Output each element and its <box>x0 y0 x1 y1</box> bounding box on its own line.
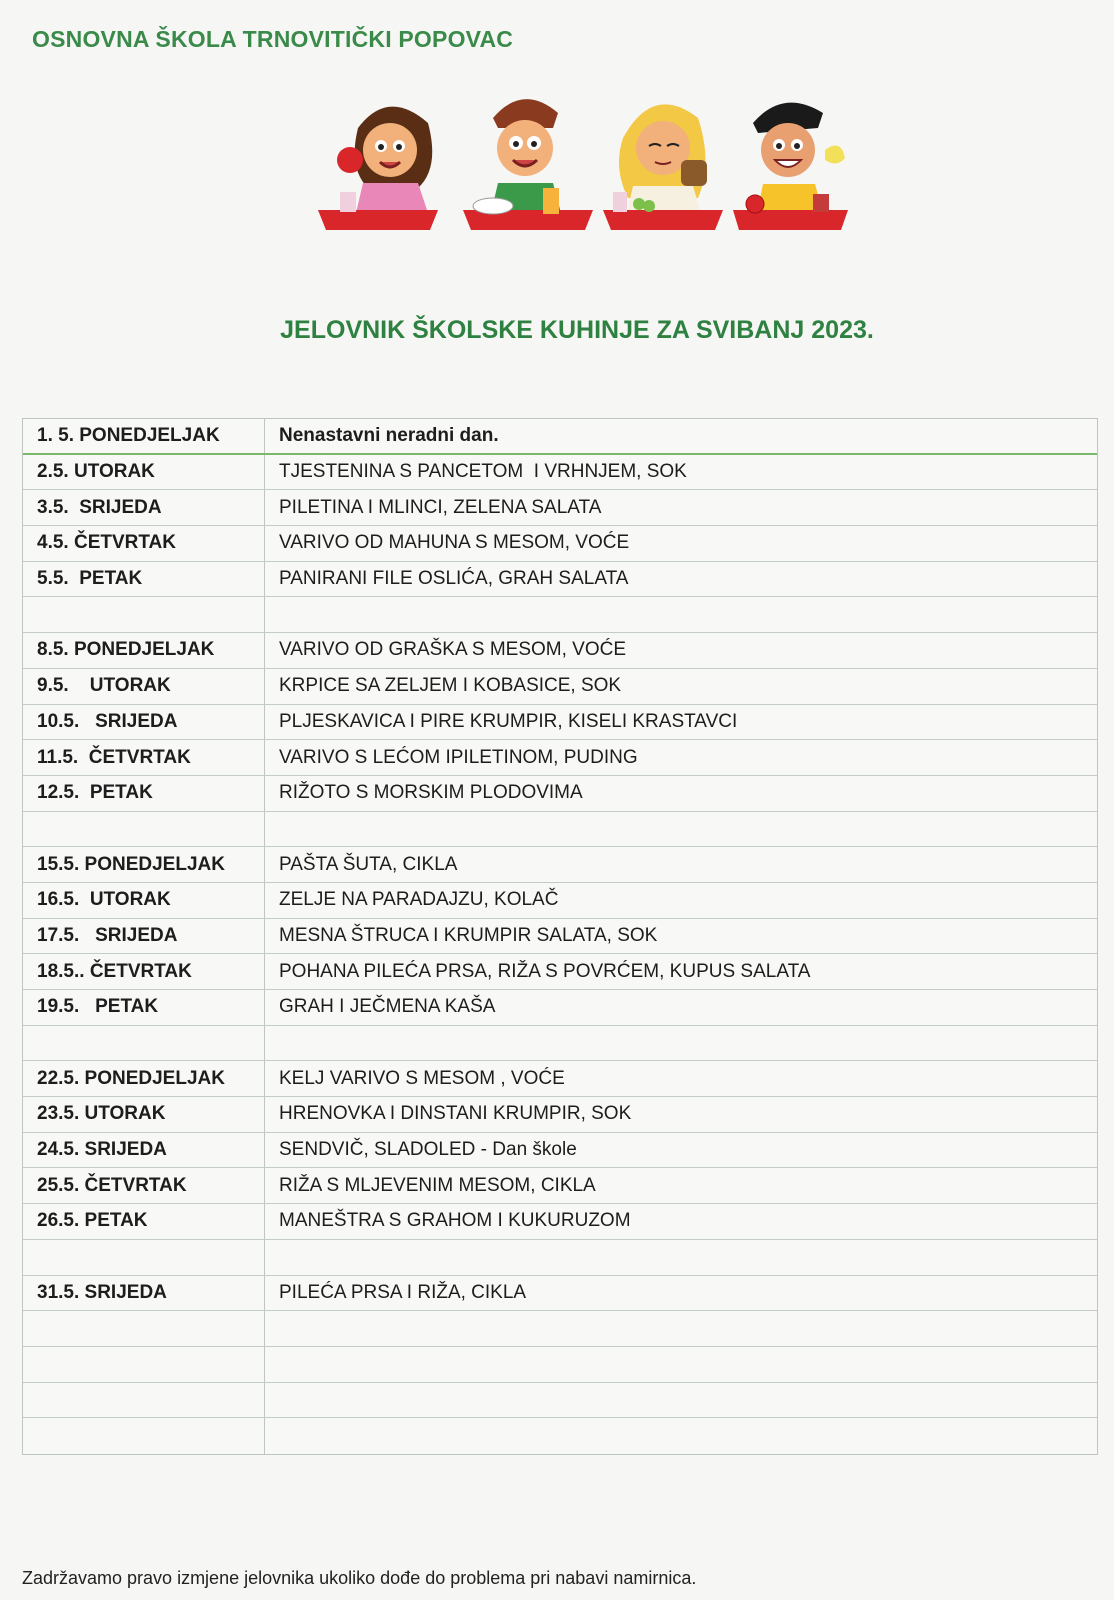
menu-row <box>23 705 1097 741</box>
menu-day: 8.5. PONEDJELJAK <box>23 633 265 668</box>
menu-day: 31.5. SRIJEDA <box>23 1276 265 1311</box>
menu-row-empty <box>23 812 1097 848</box>
menu-meal: PILETINA I MLINCI, ZELENA SALATA <box>279 496 602 518</box>
menu-meal: VARIVO S LEĆOM IPILETINOM, PUDING <box>279 746 638 768</box>
menu-meal: POHANA PILEĆA PRSA, RIŽA S POVRĆEM, KUPUS SALATA <box>279 960 811 982</box>
menu-meal <box>265 1347 1097 1382</box>
menu-meal: HRENOVKA I DINSTANI KRUMPIR, SOK <box>279 1103 632 1125</box>
menu-day: 2.5. UTORAK <box>23 455 265 490</box>
menu-row <box>23 1276 1097 1312</box>
menu-meal: SENDVIČ, SLADOLED - Dan škole <box>279 1139 577 1161</box>
child-boy-spoon-icon <box>463 99 593 230</box>
menu-row <box>23 740 1097 776</box>
menu-day: 5.5. PETAK <box>23 562 265 597</box>
menu-day: 4.5. ČETVRTAK <box>23 526 265 561</box>
menu-day: 25.5. ČETVRTAK <box>23 1168 265 1203</box>
menu-day: 24.5. SRIJEDA <box>23 1133 265 1168</box>
menu-meal: VARIVO OD MAHUNA S MESOM, VOĆE <box>279 532 630 554</box>
menu-day: 23.5. UTORAK <box>23 1097 265 1132</box>
menu-meal: VARIVO OD GRAŠKA S MESOM, VOĆE <box>279 639 627 661</box>
menu-day: 16.5. UTORAK <box>23 883 265 918</box>
menu-meal: RIŽA S MLJEVENIM MESOM, CIKLA <box>279 1174 596 1196</box>
child-boy-banana-icon <box>733 103 848 230</box>
menu-row <box>23 776 1097 812</box>
menu-day: 15.5. PONEDJELJAK <box>23 847 265 882</box>
school-name: OSNOVNA ŠKOLA TRNOVITIČKI POPOVAC <box>32 26 514 52</box>
menu-table <box>22 418 1098 1455</box>
children-eating-icon <box>318 88 878 248</box>
menu-row <box>23 990 1097 1026</box>
page-title: JELOVNIK ŠKOLSKE KUHINJE ZA SVIBANJ 2023. <box>280 316 874 344</box>
menu-day: 3.5. SRIJEDA <box>23 490 265 525</box>
menu-row-empty <box>23 1383 1097 1419</box>
menu-meal: PILEĆA PRSA I RIŽA, CIKLA <box>279 1281 527 1303</box>
menu-day: 12.5. PETAK <box>23 776 265 811</box>
menu-row-empty <box>23 1418 1097 1454</box>
menu-meal: Nenastavni neradni dan. <box>279 424 499 446</box>
child-girl-bread-icon <box>603 104 723 230</box>
menu-row <box>23 1061 1097 1097</box>
menu-meal <box>265 1026 1097 1061</box>
menu-row-empty <box>23 1311 1097 1347</box>
menu-day: 22.5. PONEDJELJAK <box>23 1061 265 1096</box>
menu-meal <box>265 1311 1097 1346</box>
menu-meal: MESNA ŠTRUCA I KRUMPIR SALATA, SOK <box>279 924 658 946</box>
menu-meal: KRPICE SA ZELJEM I KOBASICE, SOK <box>279 675 622 697</box>
menu-day: 11.5. ČETVRTAK <box>23 740 265 775</box>
menu-day: 19.5. PETAK <box>23 990 265 1025</box>
menu-day <box>23 597 265 632</box>
menu-day: 18.5.. ČETVRTAK <box>23 954 265 989</box>
menu-row <box>23 526 1097 562</box>
menu-row <box>23 419 1097 455</box>
menu-meal <box>265 1383 1097 1418</box>
menu-row-empty <box>23 1026 1097 1062</box>
menu-row <box>23 562 1097 598</box>
child-girl-apple-icon <box>318 107 438 230</box>
menu-row <box>23 633 1097 669</box>
menu-row <box>23 919 1097 955</box>
menu-row-empty <box>23 1347 1097 1383</box>
menu-row <box>23 1168 1097 1204</box>
menu-row <box>23 1097 1097 1133</box>
menu-meal: MANEŠTRA S GRAHOM I KUKURUZOM <box>279 1210 631 1232</box>
menu-day: 10.5. SRIJEDA <box>23 705 265 740</box>
menu-day <box>23 1026 265 1061</box>
menu-row <box>23 455 1097 491</box>
menu-meal: RIŽOTO S MORSKIM PLODOVIMA <box>279 782 583 804</box>
menu-meal: PANIRANI FILE OSLIĆA, GRAH SALATA <box>279 568 629 590</box>
menu-day <box>23 1240 265 1275</box>
menu-meal <box>265 812 1097 847</box>
menu-meal: PLJESKAVICA I PIRE KRUMPIR, KISELI KRASTAVCI <box>279 710 738 732</box>
menu-row <box>23 1133 1097 1169</box>
menu-row-empty <box>23 597 1097 633</box>
menu-row <box>23 954 1097 990</box>
menu-meal <box>265 1418 1097 1454</box>
menu-row <box>23 669 1097 705</box>
menu-day: 9.5. UTORAK <box>23 669 265 704</box>
menu-row <box>23 883 1097 919</box>
menu-meal: ZELJE NA PARADAJZU, KOLAČ <box>279 889 559 911</box>
menu-day <box>23 1347 265 1382</box>
menu-row <box>23 847 1097 883</box>
menu-meal <box>265 1240 1097 1275</box>
menu-day <box>23 812 265 847</box>
menu-day <box>23 1311 265 1346</box>
menu-meal <box>265 597 1097 632</box>
menu-day: 26.5. PETAK <box>23 1204 265 1239</box>
menu-day <box>23 1418 265 1454</box>
menu-meal: TJESTENINA S PANCETOM I VRHNJEM, SOK <box>279 461 687 483</box>
menu-meal: GRAH I JEČMENA KAŠA <box>279 996 496 1018</box>
menu-row <box>23 490 1097 526</box>
menu-meal: PAŠTA ŠUTA, CIKLA <box>279 853 458 875</box>
menu-day <box>23 1383 265 1418</box>
menu-day: 17.5. SRIJEDA <box>23 919 265 954</box>
menu-meal: KELJ VARIVO S MESOM , VOĆE <box>279 1067 565 1089</box>
footer-note: Zadržavamo pravo izmjene jelovnika ukoliko dođe do problema pri nabavi namirnica. <box>22 1568 697 1588</box>
menu-row <box>23 1204 1097 1240</box>
menu-row-empty <box>23 1240 1097 1276</box>
menu-day: 1. 5. PONEDJELJAK <box>23 419 265 453</box>
